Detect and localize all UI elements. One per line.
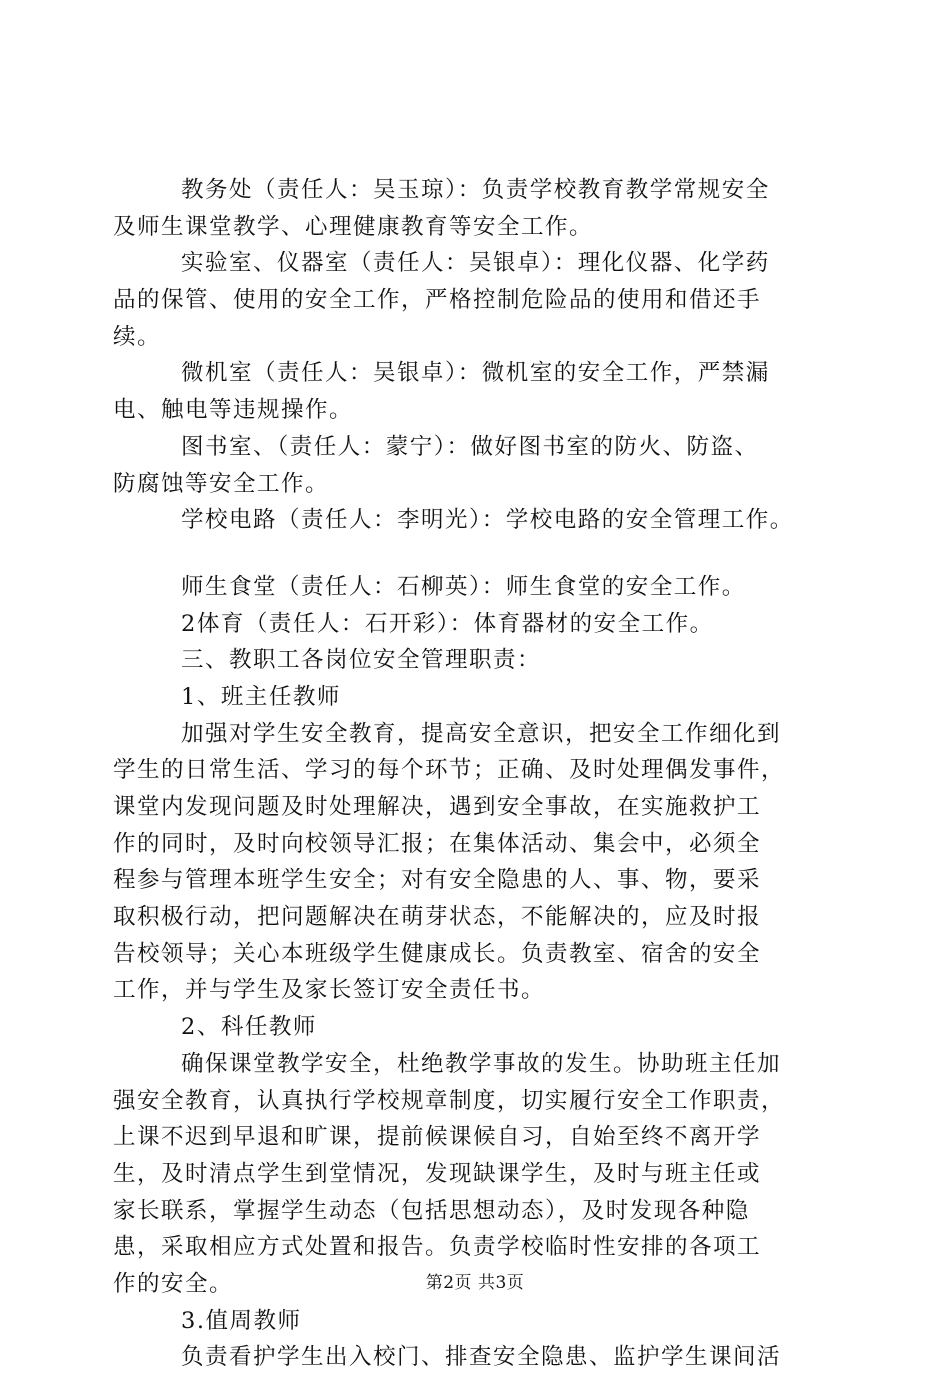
subsection-heading: 3.值周教师 (181, 1307, 302, 1334)
text-line: 确保课堂教学安全，杜绝教学事故的发生。协助班主任加 (181, 1050, 782, 1077)
text-line: 图书室、（责任人：蒙宁）：做好图书室的防火、防盗、 (181, 433, 759, 460)
text-line: 强安全教育，认真执行学校规章制度，切实履行安全工作职责， (113, 1087, 786, 1114)
text-line: 学生的日常生活、学习的每个环节；正确、及时处理偶发事件， (113, 757, 786, 784)
subsection-heading: 1、班主任教师 (181, 683, 341, 710)
text-line: 实验室、仪器室（责任人：吴银卓）：理化仪器、化学药 (181, 250, 770, 277)
section-heading: 三、教职工各岗位安全管理职责： (181, 647, 542, 674)
text-line: 防腐蚀等安全工作。 (113, 470, 330, 497)
text-line: 作的同时，及时向校领导汇报；在集体活动、集会中，必须全 (113, 830, 762, 857)
text-line: 课堂内发现问题及时处理解决，遇到安全事故，在实施救护工 (113, 794, 762, 820)
subsection-heading: 2、科任教师 (181, 1014, 317, 1041)
text-line: 工作，并与学生及家长签订安全责任书。 (113, 977, 546, 1004)
text-line: 程参与管理本班学生安全；对有安全隐患的人、事、物，要采 (113, 867, 762, 894)
text-line: 2体育（责任人：石开彩）：体育器材的安全工作。 (181, 610, 714, 637)
text-line: 生，及时清点学生到堂情况，发现缺课学生，及时与班主任或 (113, 1160, 762, 1187)
text-line: 师生食堂（责任人：石柳英）：师生食堂的安全工作。 (181, 573, 746, 600)
text-line: 患，采取相应方式处置和报告。负责学校临时性安排的各项工 (113, 1234, 762, 1261)
text-line: 上课不迟到早退和旷课，提前候课候自习，自始至终不离开学 (113, 1124, 762, 1151)
page-footer: 第2页 共3页 (425, 1273, 525, 1293)
text-line: 品的保管、使用的安全工作，严格控制危险品的使用和借还手 (113, 287, 762, 314)
paragraph-gap (113, 539, 837, 569)
text-line: 微机室（责任人：吴银卓）：微机室的安全工作，严禁漏 (181, 360, 770, 387)
text-line: 电、触电等违规操作。 (113, 397, 354, 424)
text-line: 告校领导；关心本班级学生健康成长。负责教室、宿舍的安全 (113, 940, 762, 967)
text-line: 加强对学生安全教育，提高安全意识，把安全工作细化到 (181, 720, 782, 747)
text-line: 续。 (113, 323, 162, 350)
text-line: 作的安全。 (113, 1270, 234, 1297)
document-body (113, 172, 837, 1376)
text-line: 取积极行动，把问题解决在萌芽状态，不能解决的，应及时报 (113, 904, 762, 931)
text-line: 负责看护学生出入校门、排查安全隐患、监护学生课间活 (181, 1344, 782, 1371)
text-line: 教务处（责任人：吴玉琼）：负责学校教育教学常规安全 (181, 177, 770, 203)
text-line: 学校电路（责任人：李明光）：学校电路的安全管理工作。 (181, 507, 794, 534)
text-line: 及师生课堂教学、心理健康教育等安全工作。 (113, 213, 594, 240)
text-line: 家长联系，掌握学生动态（包括思想动态），及时发现各种隐 (113, 1197, 750, 1224)
